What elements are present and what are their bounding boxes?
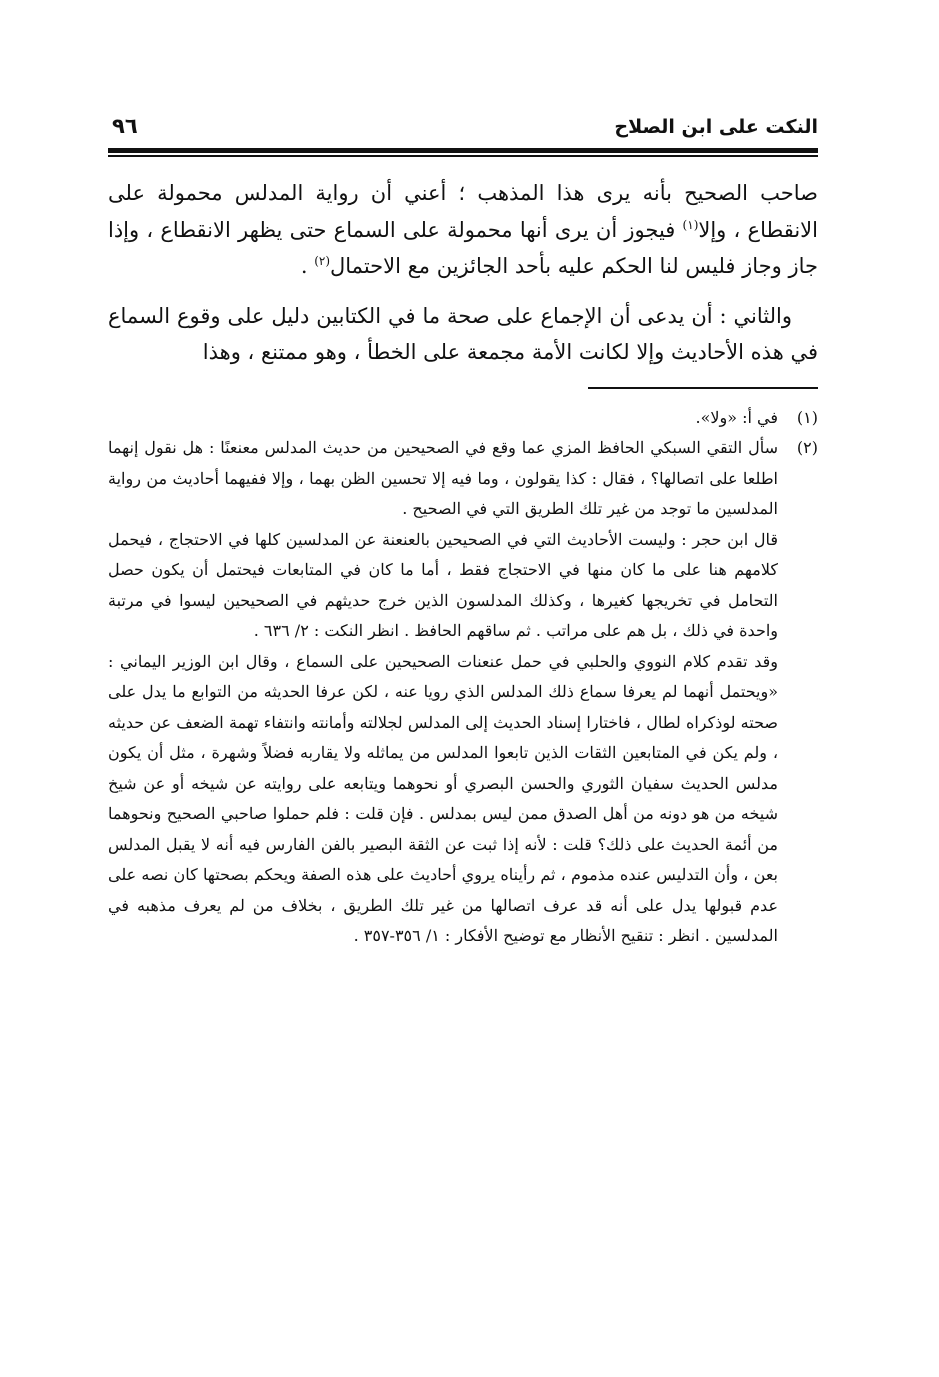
footnote-ref-1: (١) bbox=[682, 217, 699, 232]
paragraph-1: صاحب الصحيح بأنه يرى هذا المذهب ؛ أعني أن رواية المدلس محمولة على الانقطاع ، وإلا$^{(١)}$ فيجوز أن يرى أنها محمولة على السماع حتى يظهر الانقطاع ، وإذا جاز وجاز فليس لنا الحكم عليه بأحد الجائزين مع الاحتمال$^{(٢)}$ . bbox=[108, 181, 818, 278]
footnote-number: (٢) bbox=[796, 438, 818, 457]
footnotes bbox=[108, 403, 818, 952]
page-number: ٩٦ bbox=[112, 114, 138, 138]
footnote-ref-2: (٢) bbox=[314, 254, 331, 268]
footnote-separator bbox=[588, 387, 818, 389]
footnote-text: قال ابن حجر : وليست الأحاديث التي في الصحيحين بالعنعنة عن المدلسين كلها في الاحتجاج ، فيحمل كلامهم هنا على ما كان منها في الاحتجاج فقط ، أما ما كان في المتابعات فيحتمل أن يكون حصل التحامل في تخريجها كغيرها ، وكذلك المدلسون الذين خرج حديثهم في الصحيحين ليسوا في مرتبة واحدة في ذلك ، بل هم على مراتب . ثم ساقهم الحافظ . انظر النكت : ٢/ ٦٣٦ . bbox=[108, 529, 779, 640]
footnote-2 bbox=[108, 433, 818, 952]
footnote-1 bbox=[108, 403, 818, 434]
footnote-number: (١) bbox=[796, 407, 818, 427]
header-rule-thick bbox=[108, 148, 818, 153]
running-title: النكت على ابن الصلاح bbox=[614, 116, 818, 138]
footnote-text: وقد تقدم كلام النووي والحلبي في حمل عنعنات الصحيحين على السماع ، وقال ابن الوزير اليماني : «ويحتمل أنهما لم يعرفا سماع ذلك المدلس الذي رويا عنه ، لكن عرفا الحديثه من التوابع ما يدل على صحته لوذكراه لطال ، فاختارا إسناد الحديث إلى المدلس لجلالته وأمانته وانتفاء تهمة الضعف عن حديثه ، ولم يكن في المتابعين الثقات الذين تابعوا المدلس من يماثله ولا يقاربه فضلاً وشهرة ، مثل أن يكون مدلس الحديث سفيان الثوري والحسن البصري أو نحوهما ويتابعه على روايته عن شيخه أو عن شيخ شيخه من هو دونه من أهل الصدق ممن ليس بمدلس . فإن قلت : فلم حملوا صاحبي الصحيح ونحوهما من أئمة الحديث على ذلك؟ قلت : لأنه إذا ثبت عن الثقة البصير بالفن الفارس فيه أنه لا يقبل المدلس بعن ، وأن التدليس عنده مذموم ، ثم رأيناه يروي أحاديث على هذه الصفة ويحكم بصحتها كان نصه على عدم قبولها يدل على أنه قد عرف اتصالها من غير تلك الطريق ، بخلاف من لم يعرف مذهبه في المدلسين . انظر : تنقيح الأنظار مع توضيح الأفكار : ١/ ٣٥٦-٣٥٧ . bbox=[108, 651, 779, 945]
book-page bbox=[108, 112, 818, 952]
main-text bbox=[108, 175, 818, 371]
header-rule-thin bbox=[108, 155, 818, 157]
footnote-text: سأل التقي السبكي الحافظ المزي عما وقع في الصحيحين من حديث المدلس معنعنًا : هل نقول إنهما اطلعا على اتصالها؟ ، فقال : كذا يقولون ، وما فيه إلا تحسين الظن بهما ، وإلا ففيهما أحاديث من رواية المدلسين ما توجد من غير تلك الطريق التي في الصحيح . bbox=[108, 438, 778, 518]
footnote-text: في أ: «ولا». bbox=[695, 407, 778, 427]
paragraph-2: والثاني : أن يدعى أن الإجماع على صحة ما في الكتابين دليل على وقوع السماع في هذه الأحاديث وإلا لكانت الأمة مجمعة على الخطأ ، وهو ممتنع ، وهذا bbox=[108, 303, 818, 364]
running-header bbox=[108, 112, 818, 148]
